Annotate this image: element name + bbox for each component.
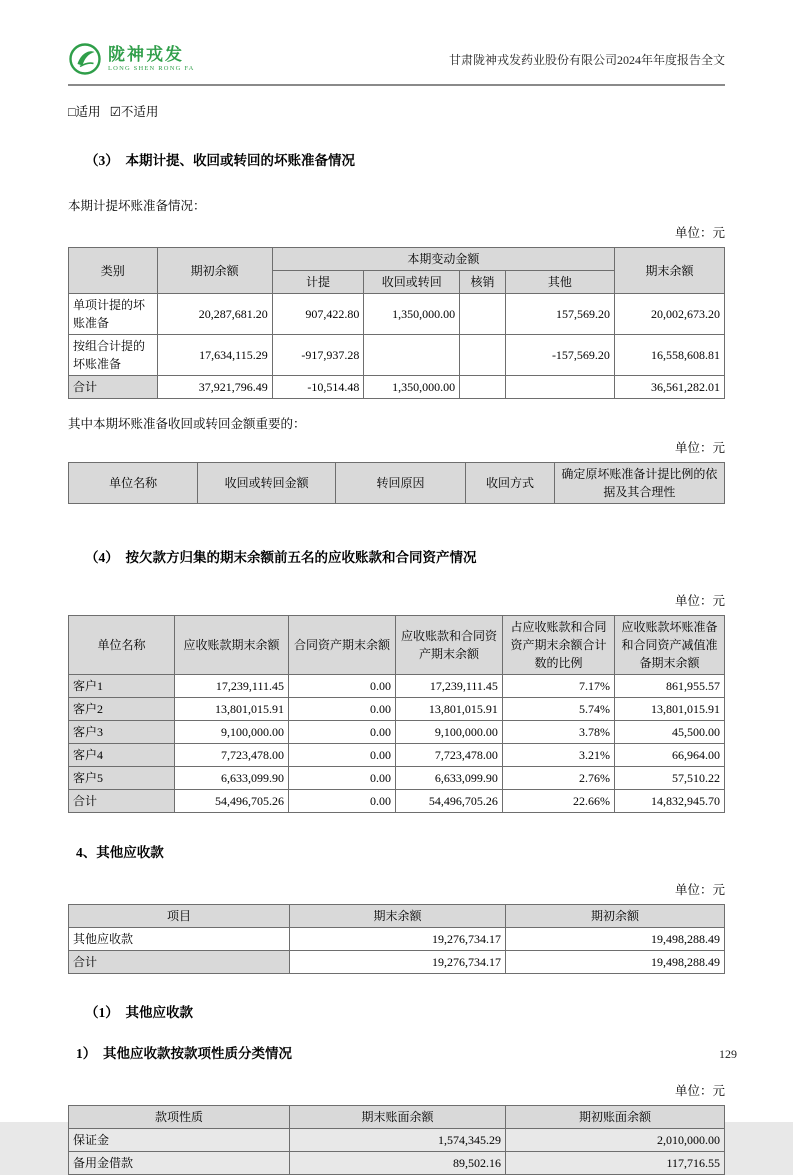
table-row	[69, 721, 725, 744]
table-cell	[364, 335, 460, 376]
logo-icon	[68, 42, 102, 76]
unit-label: 单位：元	[674, 883, 725, 897]
table-cell: 合计	[69, 376, 158, 399]
logo-brand-cn: 陇神戎发	[108, 44, 184, 64]
table-cell: 客户3	[69, 721, 175, 744]
table-cell: 合计	[69, 790, 175, 813]
table-cell: 19,498,288.49	[505, 951, 724, 974]
column-header: 收回方式	[466, 463, 555, 504]
table-cell: 7,723,478.00	[395, 744, 502, 767]
table-cell: 备用金借款	[69, 1152, 290, 1175]
table-cell: 861,955.57	[614, 675, 724, 698]
company-logo	[68, 42, 195, 76]
checkbox-not-applicable: ☑不适用	[109, 105, 159, 119]
table-cell: 7,723,478.00	[174, 744, 288, 767]
table-cell: 19,276,734.17	[290, 951, 506, 974]
document-title: 甘肃陇神戎发药业股份有限公司2024年年度报告全文	[448, 52, 725, 67]
table-cell: 1,574,345.29	[290, 1129, 506, 1152]
table-cell: 16,558,608.81	[614, 335, 724, 376]
table-row	[69, 1152, 725, 1175]
table-cell: 13,801,015.91	[174, 698, 288, 721]
table-cell: 17,634,115.29	[157, 335, 272, 376]
unit-label: 单位：元	[674, 594, 725, 608]
table-row	[69, 928, 725, 951]
top5-receivables-table	[68, 615, 725, 813]
bad-debt-provision-table	[68, 247, 725, 399]
table-cell: 保证金	[69, 1129, 290, 1152]
table-cell: 客户1	[69, 675, 175, 698]
table-row	[69, 675, 725, 698]
table-cell: 0.00	[289, 790, 396, 813]
table-cell	[505, 376, 614, 399]
column-header: 收回或转回	[364, 271, 460, 294]
table-cell: 20,287,681.20	[157, 294, 272, 335]
table-header-row	[69, 463, 725, 504]
table-cell: 54,496,705.26	[395, 790, 502, 813]
column-header: 款项性质	[69, 1106, 290, 1129]
table-cell: 客户4	[69, 744, 175, 767]
unit-label: 单位：元	[674, 441, 725, 455]
section-heading-nature-classification: 1） 其他应收款按款项性质分类情况	[76, 1046, 292, 1061]
table-cell: 3.21%	[502, 744, 614, 767]
table-cell: 9,100,000.00	[395, 721, 502, 744]
table-header-row	[69, 248, 725, 271]
table-row	[69, 698, 725, 721]
column-header: 期末余额	[290, 905, 506, 928]
table-cell: 13,801,015.91	[614, 698, 724, 721]
table-cell: -157,569.20	[505, 335, 614, 376]
column-header: 期初余额	[505, 905, 724, 928]
table-row	[69, 744, 725, 767]
column-header: 计提	[272, 271, 364, 294]
table-cell: 22.66%	[502, 790, 614, 813]
table-cell: -10,514.48	[272, 376, 364, 399]
column-header: 类别	[69, 248, 158, 294]
table-cell: 157,569.20	[505, 294, 614, 335]
table-cell: 36,561,282.01	[614, 376, 724, 399]
column-header: 应收账款期末余额	[174, 616, 288, 675]
other-receivables-table	[68, 904, 725, 974]
table-row	[69, 376, 725, 399]
table-header-row	[69, 905, 725, 928]
table-cell: -917,937.28	[272, 335, 364, 376]
table-cell: 0.00	[289, 698, 396, 721]
table-cell	[460, 294, 506, 335]
section-heading-other-receivables: 4、其他应收款	[76, 845, 164, 860]
table-cell: 20,002,673.20	[614, 294, 724, 335]
table-cell	[460, 335, 506, 376]
table-cell: 45,500.00	[614, 721, 724, 744]
table-cell: 2,010,000.00	[505, 1129, 724, 1152]
table-row	[69, 294, 725, 335]
table-cell: 907,422.80	[272, 294, 364, 335]
table-cell: 117,716.55	[505, 1152, 724, 1175]
column-header: 确定原坏账准备计提比例的依据及其合理性	[554, 463, 724, 504]
table-cell: 1,350,000.00	[364, 376, 460, 399]
table-cell: 6,633,099.90	[174, 767, 288, 790]
column-header: 期初余额	[157, 248, 272, 294]
table-cell	[460, 376, 506, 399]
page-number: 129	[719, 1047, 737, 1061]
table-cell: 57,510.22	[614, 767, 724, 790]
table-cell: 其他应收款	[69, 928, 290, 951]
column-header: 应收账款坏账准备和合同资产减值准备期末余额	[614, 616, 724, 675]
table-row	[69, 335, 725, 376]
recovery-detail-table	[68, 462, 725, 504]
table-cell: 6,633,099.90	[395, 767, 502, 790]
section-heading-4: （4） 按欠款方归集的期末余额前五名的应收账款和合同资产情况	[85, 550, 477, 565]
logo-wordmark	[108, 46, 195, 73]
table-cell: 1,350,000.00	[364, 294, 460, 335]
table-row	[69, 790, 725, 813]
column-header: 期末余额	[614, 248, 724, 294]
table-cell: 0.00	[289, 767, 396, 790]
table-cell: 17,239,111.45	[395, 675, 502, 698]
column-header: 合同资产期末余额	[289, 616, 396, 675]
table-row	[69, 767, 725, 790]
table-cell: 89,502.16	[290, 1152, 506, 1175]
table-cell: 客户2	[69, 698, 175, 721]
table-cell: 66,964.00	[614, 744, 724, 767]
recovery-note-text: 其中本期坏账准备收回或转回金额重要的：	[68, 417, 306, 431]
column-header: 核销	[460, 271, 506, 294]
column-header: 应收账款和合同资产期末余额	[395, 616, 502, 675]
column-header: 期初账面余额	[505, 1106, 724, 1129]
table-cell: 按组合计提的坏账准备	[69, 335, 158, 376]
logo-brand-en: LONG SHEN RONG FA	[108, 64, 195, 72]
table-cell: 7.17%	[502, 675, 614, 698]
column-header: 期末账面余额	[290, 1106, 506, 1129]
table-cell: 5.74%	[502, 698, 614, 721]
table-row	[69, 1129, 725, 1152]
checkbox-applicable: □适用	[68, 105, 101, 119]
applicability-line	[68, 102, 725, 120]
column-header: 单位名称	[69, 463, 198, 504]
column-header: 占应收账款和合同资产期末余额合计数的比例	[502, 616, 614, 675]
table-cell: 37,921,796.49	[157, 376, 272, 399]
table-cell: 0.00	[289, 721, 396, 744]
page-header	[68, 42, 725, 86]
table-cell: 3.78%	[502, 721, 614, 744]
table-cell: 9,100,000.00	[174, 721, 288, 744]
table-header-row	[69, 1106, 725, 1129]
table-cell: 合计	[69, 951, 290, 974]
provision-intro-text: 本期计提坏账准备情况：	[68, 199, 206, 213]
table-cell: 客户5	[69, 767, 175, 790]
table-cell: 19,498,288.49	[505, 928, 724, 951]
column-header: 单位名称	[69, 616, 175, 675]
column-header: 本期变动金额	[272, 248, 614, 271]
unit-label: 单位：元	[674, 1084, 725, 1098]
column-header: 其他	[505, 271, 614, 294]
table-cell: 17,239,111.45	[174, 675, 288, 698]
column-header: 收回或转回金额	[198, 463, 336, 504]
table-cell: 13,801,015.91	[395, 698, 502, 721]
section-heading-other-receivables-1: （1） 其他应收款	[85, 1005, 193, 1020]
table-cell: 14,832,945.70	[614, 790, 724, 813]
table-row	[69, 951, 725, 974]
nature-classification-table	[68, 1105, 725, 1175]
section-heading-3: （3） 本期计提、收回或转回的坏账准备情况	[85, 153, 355, 168]
table-header-row	[69, 616, 725, 675]
table-cell: 19,276,734.17	[290, 928, 506, 951]
table-cell: 54,496,705.26	[174, 790, 288, 813]
table-cell: 0.00	[289, 744, 396, 767]
table-cell: 2.76%	[502, 767, 614, 790]
column-header: 转回原因	[335, 463, 465, 504]
unit-label: 单位：元	[674, 226, 725, 240]
column-header: 项目	[69, 905, 290, 928]
table-cell: 单项计提的坏账准备	[69, 294, 158, 335]
table-cell: 0.00	[289, 675, 396, 698]
